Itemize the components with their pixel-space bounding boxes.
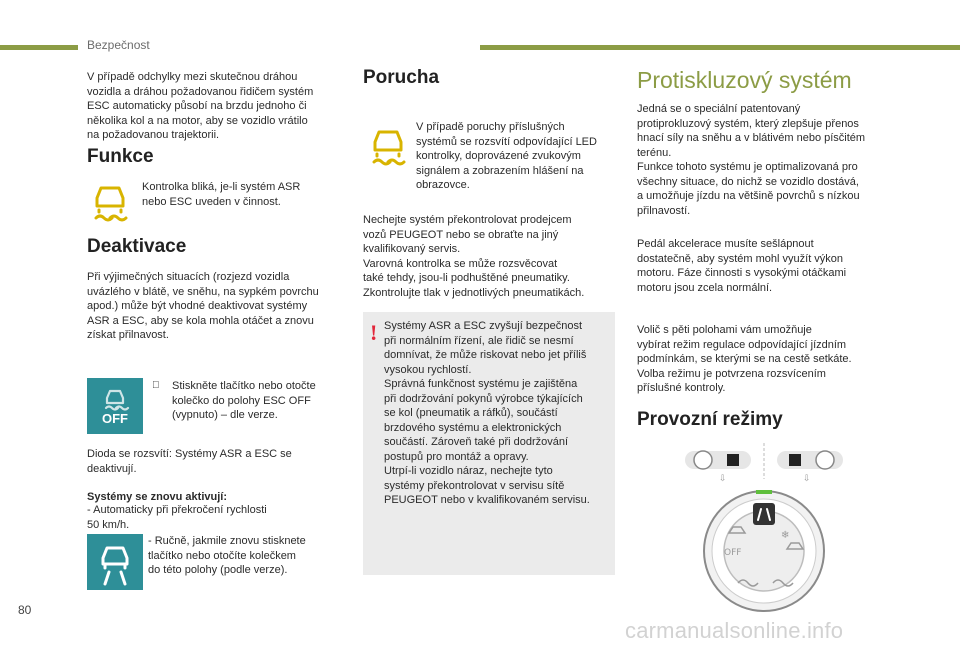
reactivate-manual-text: - Ručně, jakmile znovu stisknete tlačítko nebo otočíte kolečkem do této polohy (podle verze). <box>148 535 306 576</box>
section-label: Bezpečnost <box>87 38 150 52</box>
traction-control-button-icon <box>87 534 143 590</box>
esc-fault-icon <box>365 124 411 168</box>
intro-paragraph: V případě odchylky mezi skutečnou dráhou vozidla a dráhou požadovanou řidičem systém ESC automaticky působí na brzdu jednoho či několika kol a na motor, aby se vozidlo vrátilo na požadovanou trajektorii. <box>87 71 314 141</box>
diode-text: Dioda se rozsvítí: Systémy ASR a ESC se deaktivují. <box>87 448 292 475</box>
esc-off-button-icon <box>87 378 143 434</box>
svg-text:❄: ❄ <box>781 530 790 541</box>
header-rule <box>480 45 960 50</box>
esc-warning-icon <box>87 180 133 224</box>
modes-heading: Provozní režimy <box>637 409 783 430</box>
reactivate-heading: Systémy se znovu aktivují: <box>87 491 227 503</box>
mode-selector-diagram <box>683 443 845 623</box>
page-number: 80 <box>18 603 32 617</box>
protiskluz-text-3: Volič s pěti polohami vám umožňuje vybírat režim regulace odpovídající jízdním podmínkám, se kterými se na cestě setkáte. Volba režimu je potvrzena rozsvícením příslušné kontroly. <box>637 324 852 394</box>
porucha-text: V případě poruchy příslušných systémů se rozsvítí odpovídající LED kontrolky, doprovázené zvukovým signálem a zobrazením hlášení na obrazovce. <box>416 121 597 191</box>
warning-exclamation-icon: ! <box>370 320 378 345</box>
watermark: carmanualsonline.info <box>625 618 844 643</box>
svg-text:⇩: ⇩ <box>719 474 727 484</box>
porucha-heading: Porucha <box>363 67 440 88</box>
funkce-heading: Funkce <box>87 146 154 167</box>
svg-text:⇩: ⇩ <box>803 474 811 484</box>
protiskluz-text-2: Pedál akcelerace musíte sešlápnout dostatečně, aby systém mohl využít výkon motoru. Fáze činnosti s vysokými otáčkami motoru jsou zcela normální. <box>637 238 847 294</box>
header-rule-left <box>0 45 78 50</box>
svg-text:OFF: OFF <box>724 548 742 558</box>
off-label: OFF <box>102 411 128 426</box>
deaktivace-heading: Deaktivace <box>87 236 187 257</box>
step-press-text: Stiskněte tlačítko nebo otočte kolečko do polohy ESC OFF (vypnuto) – dle verze. <box>172 380 316 421</box>
protiskluz-text-1: Jedná se o speciální patentovaný protiprokluzový systém, který zlepšuje přenos hnací síly na sněhu a v blátivém nebo písčitém terénu. Funkce tohoto systému je optimalizovaná pro všechny situace, do nichž se vozidlo dostává, a umožňuje jízdu na většině povrchů s nízkou přilnavostí. <box>637 103 866 217</box>
reactivate-auto-text: - Automaticky při překročení rychlosti 50 km/h. <box>87 504 267 531</box>
funkce-text: Kontrolka bliká, je-li systém ASR nebo ESC uveden v činnost. <box>142 181 301 208</box>
porucha-advice: Nechejte systém překontrolovat prodejcem vozů PEUGEOT nebo se obraťte na jiný kvalifikovaný servis. Varovná kontrolka se může rozsvěcovat také tehdy, jsou-li podhuštěné pneumatiky. Zkontrolujte tlak v jednotlivých pneumatikách. <box>363 214 585 299</box>
protiskluz-title: Protiskluzový systém <box>637 67 852 93</box>
warning-text: Systémy ASR a ESC zvyšují bezpečnost při normálním řízení, ale řidič se nesmí domnívat, že může riskovat nebo jet příliš vysokou rychlostí. Správná funkčnost systému je zajištěna při dodržování pokynů výrobce týkajících se kol (pneumatik a ráfků), součástí brzdového systému a elektronických součástí. Zároveň také při dodržování postupů pro montáž a opravy. Utrpí-li vozidlo náraz, nechejte tyto systémy překontrolovat v servisu sítě PEUGEOT nebo v kvalifikovaném servisu. <box>384 320 590 506</box>
deaktivace-text: Při výjimečných situacích (rozjezd vozidla uvázlého v blátě, ve sněhu, na sypkém povrchu apod.) může být vhodné deaktivovat systémy ASR a ESC, aby se kola mohla otáčet a znovu získat přilnavost. <box>87 271 319 341</box>
step-bullet-icon <box>152 379 166 394</box>
